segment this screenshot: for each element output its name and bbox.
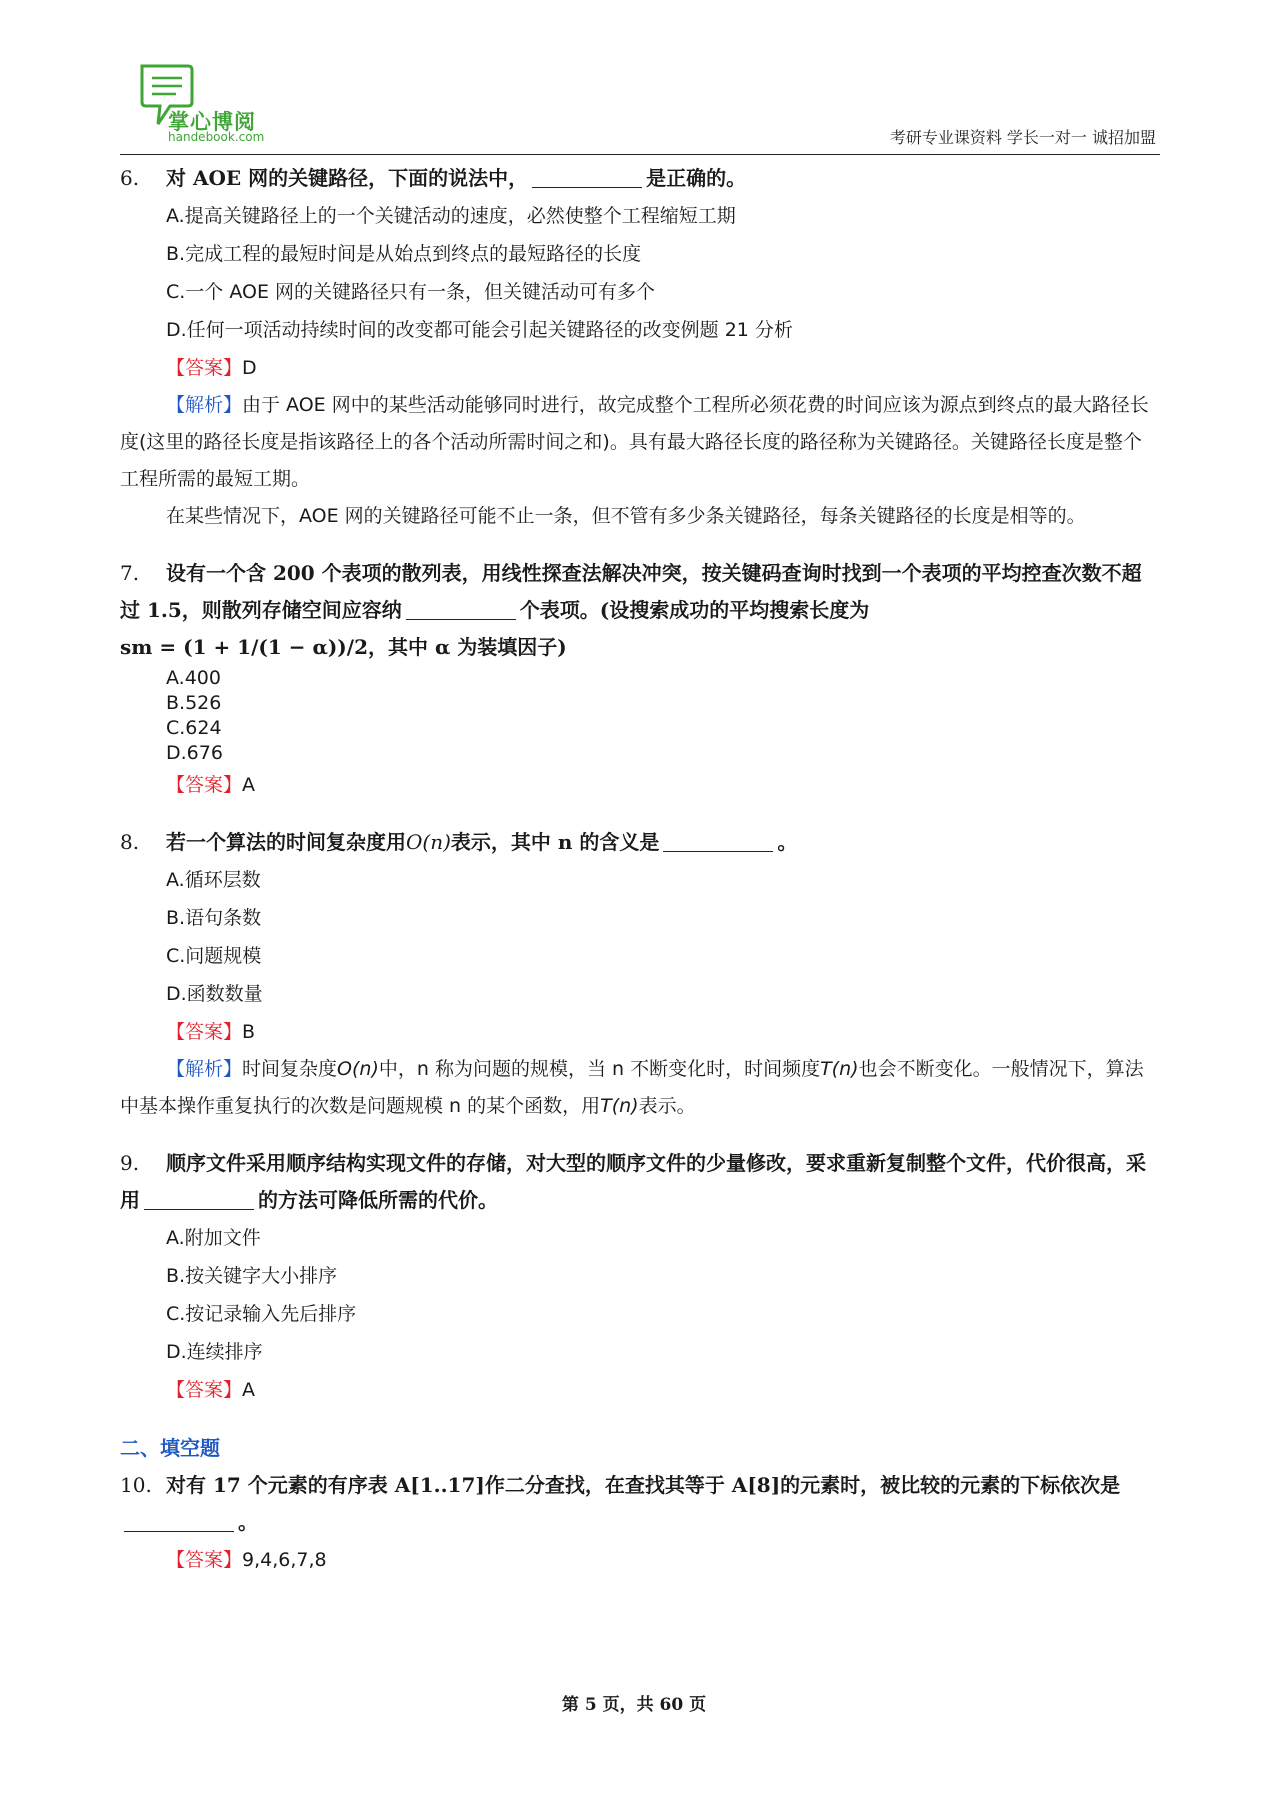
question-number: 7. [120, 561, 140, 585]
math-expression: T(n) [600, 1095, 639, 1117]
question-number: 10. [120, 1473, 152, 1497]
answer-line [166, 1541, 1160, 1579]
question-text: 是正确的。 [646, 166, 747, 190]
answer-value: A [242, 1379, 256, 1401]
option-d: D.函数数量 [166, 983, 263, 1005]
option-c: C.问题规模 [166, 945, 262, 967]
answer-line [166, 349, 1160, 387]
fill-blank [406, 597, 516, 620]
math-expression: O(n) [406, 830, 451, 854]
option-a: A.循环层数 [166, 869, 261, 891]
option-b: B.完成工程的最短时间是从始点到终点的最短路径的长度 [166, 243, 642, 265]
option-b: B.语句条数 [166, 907, 262, 929]
question-number: 6. [120, 166, 140, 190]
logo-text: 掌心博阅 [168, 110, 256, 134]
question-text: 若一个算法的时间复杂度用 [166, 830, 406, 854]
option-b: B.按关键字大小排序 [166, 1265, 338, 1287]
question-number: 8. [120, 830, 140, 854]
question-7 [120, 555, 1160, 629]
question-text: 对有 17 个元素的有序表 A[1..17]作二分查找，在查找其等于 A[8]的元素时，被比较的元素的下标依次是 [166, 1473, 1121, 1497]
answer-value: 9,4,6,7,8 [242, 1549, 327, 1571]
question-text: 对 AOE 网的关键路径，下面的说法中， [166, 166, 529, 190]
option-c: C.一个 AOE 网的关键路径只有一条，但关键活动可有多个 [166, 281, 656, 303]
section-heading: 二、填空题 [120, 1436, 220, 1460]
question-text: 设有一个含 200 个表项的散列表，用线性探查法解决冲突，按关键码查询时找到一个表项的平均控查次数不超过 1.5，则散列存储空间应容纳 [120, 561, 1142, 622]
question-text: 。 [238, 1510, 258, 1534]
answer-value: D [242, 357, 257, 379]
answer-value: A [242, 774, 256, 796]
answer-line [166, 766, 1160, 804]
option-a: A.提高关键路径上的一个关键活动的速度，必然使整个工程缩短工期 [166, 205, 736, 227]
answer-value: B [242, 1021, 256, 1043]
option-c: C.按记录输入先后排序 [166, 1303, 357, 1325]
option-b: B.526 [166, 692, 222, 714]
analysis-tag: 【解析】 [166, 394, 243, 416]
fill-blank [124, 1509, 234, 1532]
fill-blank [144, 1187, 254, 1210]
analysis-paragraph [120, 1051, 1160, 1125]
question-text: 顺序文件采用顺序结构实现文件的存储，对大型的顺序文件的少量修改，要求重新复制整个文件，代价很高，采用 [120, 1151, 1146, 1212]
math-expression: O(n) [337, 1058, 379, 1080]
header-slogan: 考研专业课资料 学长一对一 诚招加盟 [889, 128, 1156, 147]
answer-tag: 【答案】 [166, 774, 243, 796]
page-content [120, 160, 1160, 1579]
question-10 [120, 1467, 1160, 1541]
question-text: 表示，其中 n 的含义是 [450, 830, 660, 854]
page-footer: 第 5 页，共 60 页 [561, 1695, 707, 1715]
option-d: D.连续排序 [166, 1341, 263, 1363]
question-formula: sm = (1 + 1/(1 − α))/2，其中 α 为装填因子) [120, 635, 567, 659]
fill-blank [532, 165, 642, 188]
spacer [120, 1409, 1160, 1429]
analysis-text: 时间复杂度 [242, 1058, 338, 1080]
question-text: 的方法可降低所需的代价。 [258, 1188, 498, 1212]
analysis-text: 由于 AOE 网中的某些活动能够同时进行，故完成整个工程所必须花费的时间应该为源点到终点的最大路径长度(这里的路径长度是指该路径上的各个活动所需时间之和)。具有最大路径长度的路径称为关键路径。关键路径长度是整个工程所需的最短工期。 [120, 394, 1149, 490]
option-a: A.附加文件 [166, 1227, 261, 1249]
answer-line [166, 1371, 1160, 1409]
option-d: D.任何一项活动持续时间的改变都可能会引起关键路径的改变例题 21 分析 [166, 319, 793, 341]
question-number: 9. [120, 1151, 140, 1175]
option-c: C.624 [166, 717, 222, 739]
math-expression: T(n) [820, 1058, 859, 1080]
question-text: 。 [777, 830, 798, 854]
spacer [120, 1125, 1160, 1145]
analysis-paragraph: 在某些情况下，AOE 网的关键路径可能不止一条，但不管有多少条关键路径，每条关键路径的长度是相等的。 [166, 505, 1086, 527]
answer-tag: 【答案】 [166, 1021, 243, 1043]
option-d: D.676 [166, 742, 223, 764]
question-8 [120, 824, 1160, 861]
analysis-text: 中，n 称为问题的规模，当 n 不断变化时，时间频度 [378, 1058, 821, 1080]
question-6 [120, 160, 1160, 197]
analysis-paragraph [120, 387, 1160, 498]
answer-tag: 【答案】 [166, 357, 243, 379]
question-9 [120, 1145, 1160, 1219]
analysis-text: 表示。 [638, 1095, 696, 1117]
question-text: 个表项。(设搜索成功的平均搜索长度为 [519, 598, 870, 622]
spacer [120, 535, 1160, 555]
answer-tag: 【答案】 [166, 1549, 243, 1571]
fill-blank [663, 829, 773, 852]
page-header [120, 62, 1160, 155]
analysis-text: 也会不断变化。一般情况下，算法中基本操作重复执行的次数是问题规模 n 的某个函数，用 [120, 1058, 1144, 1117]
spacer [120, 804, 1160, 824]
answer-tag: 【答案】 [166, 1379, 243, 1401]
analysis-tag: 【解析】 [166, 1058, 243, 1080]
answer-line [166, 1013, 1160, 1051]
option-a: A.400 [166, 667, 221, 689]
logo-url: handebook.com [168, 130, 265, 144]
